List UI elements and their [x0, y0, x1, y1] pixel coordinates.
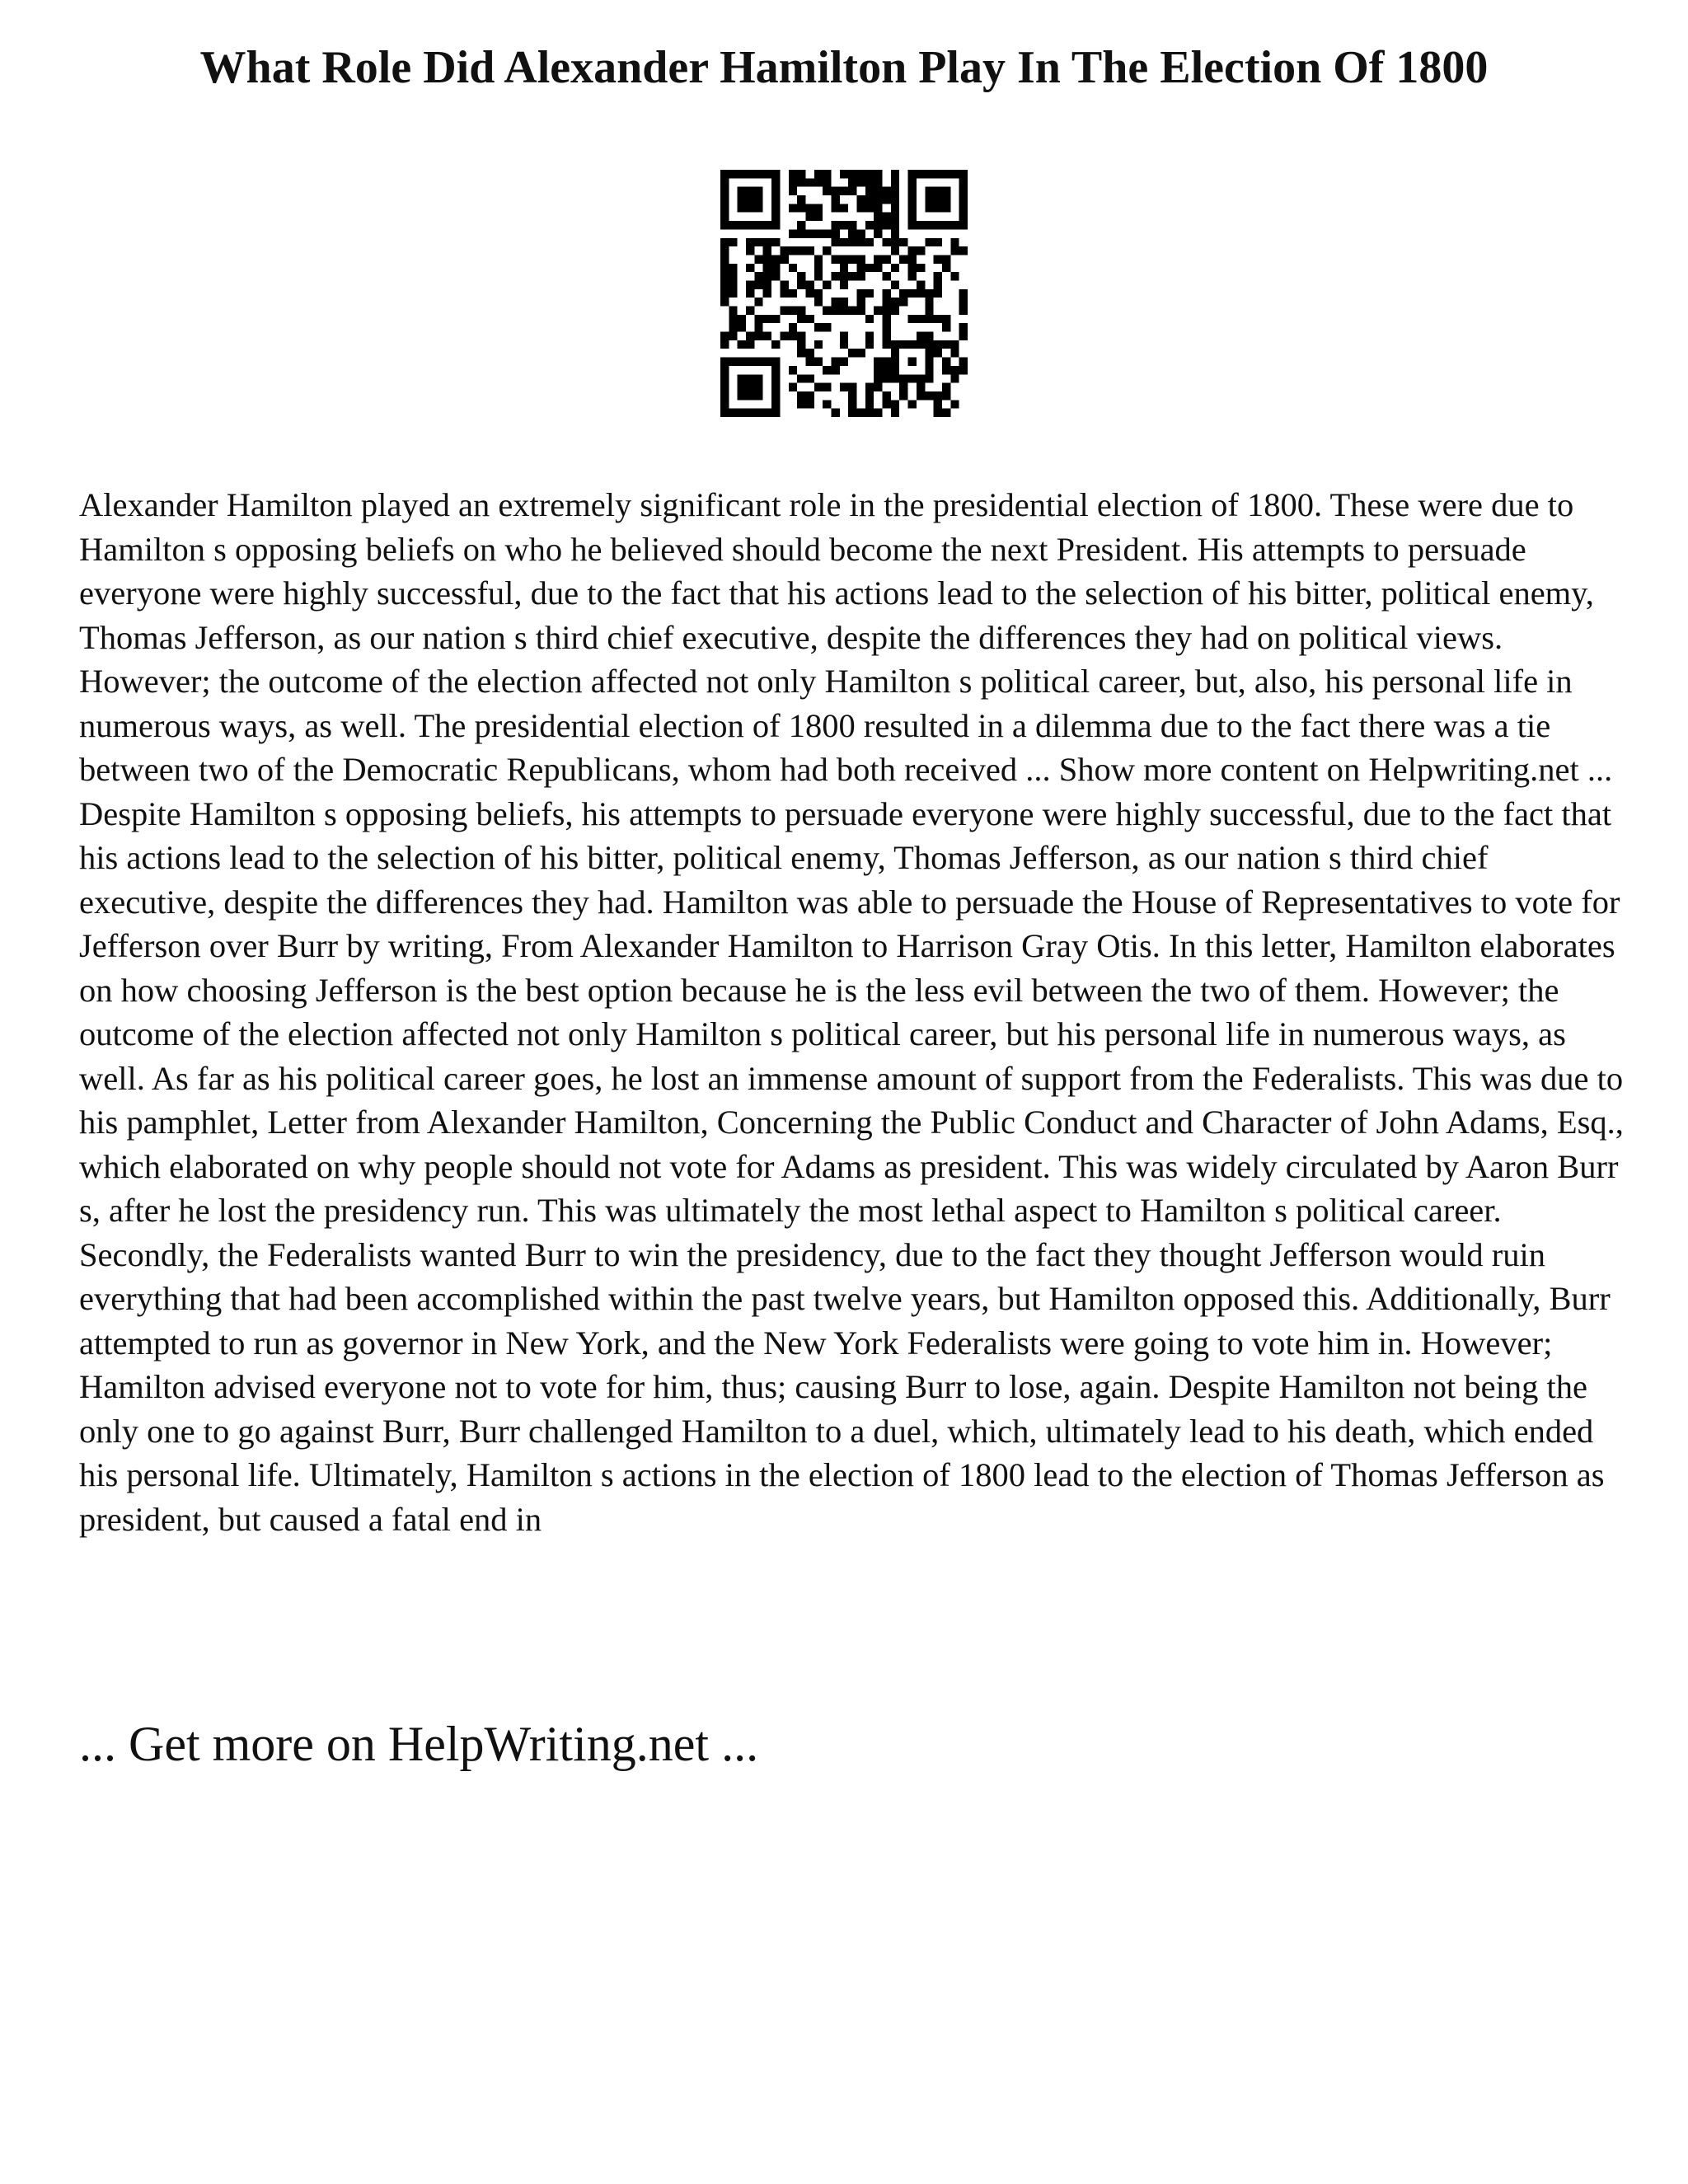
get-more-link[interactable]: ... Get more on HelpWriting.net ... — [79, 1717, 759, 1771]
page-title: What Role Did Alexander Hamilton Play In The Election Of 1800 — [199, 42, 1489, 93]
article-body — [79, 483, 1629, 1541]
paragraph-intro: Alexander Hamilton played an extremely significant role in the presidential election of 1800. These were due to Hamilton s opposing beliefs on who he believed should become the next President. His attempts to persuade everyone were highly successful, due to the fact that his actions lead to the selection of his bitter, political enemy, Thomas Jefferson, as our nation s third chief executive, despite the differences they had on political views. However; the outcome of the election affected not only Hamilton s political career, but, also, his personal life in numerous ways, as well. The presidential election of 1800 resulted in a dilemma due to the fact there was a tie between two of the Democratic Republicans, whom had both received ... Show more content on Helpwriting.net ... — [79, 486, 1613, 788]
qr-code-icon — [720, 170, 968, 417]
paragraph-main: Despite Hamilton s opposing beliefs, his attempts to persuade everyone were highly successful, due to the fact that his actions lead to the selection of his bitter, political enemy, Thomas Jefferson, as our nation s third chief executive, despite the differences they had. Hamilton was able to persuade the House of Representatives to vote for Jefferson over Burr by writing, From Alexander Hamilton to Harrison Gray Otis. In this letter, Hamilton elaborates on how choosing Jefferson is the best option because he is the less evil between the two of them. However; the outcome of the election affected not only Hamilton s political career, but his personal life in numerous ways, as well. As far as his political career goes, he lost an immense amount of support from the Federalists. This was due to his pamphlet, Letter from Alexander Hamilton, Concerning the Public Conduct and Character of John Adams, Esq., which elaborated on why people should not vote for Adams as president. This was widely circulated by Aaron Burr s, after he lost the presidency run. This was ultimately the most lethal aspect to Hamilton s political career. Secondly, the Federalists wanted Burr to win the presidency, due to the fact they thought Jefferson would ruin everything that had been accomplished within the past twelve years, but Hamilton opposed this. Additionally, Burr attempted to run as governor in New York, and the New York Federalists were going to vote him in. However; Hamilton advised everyone not to vote for him, thus; causing Burr to lose, again. Despite Hamilton not being the only one to go against Burr, Burr challenged Hamilton to a duel, which, ultimately lead to his death, which ended his personal life. Ultimately, Hamilton s actions in the election of 1800 lead to the election of Thomas Jefferson as president, but caused a fatal end in — [79, 794, 1624, 1538]
